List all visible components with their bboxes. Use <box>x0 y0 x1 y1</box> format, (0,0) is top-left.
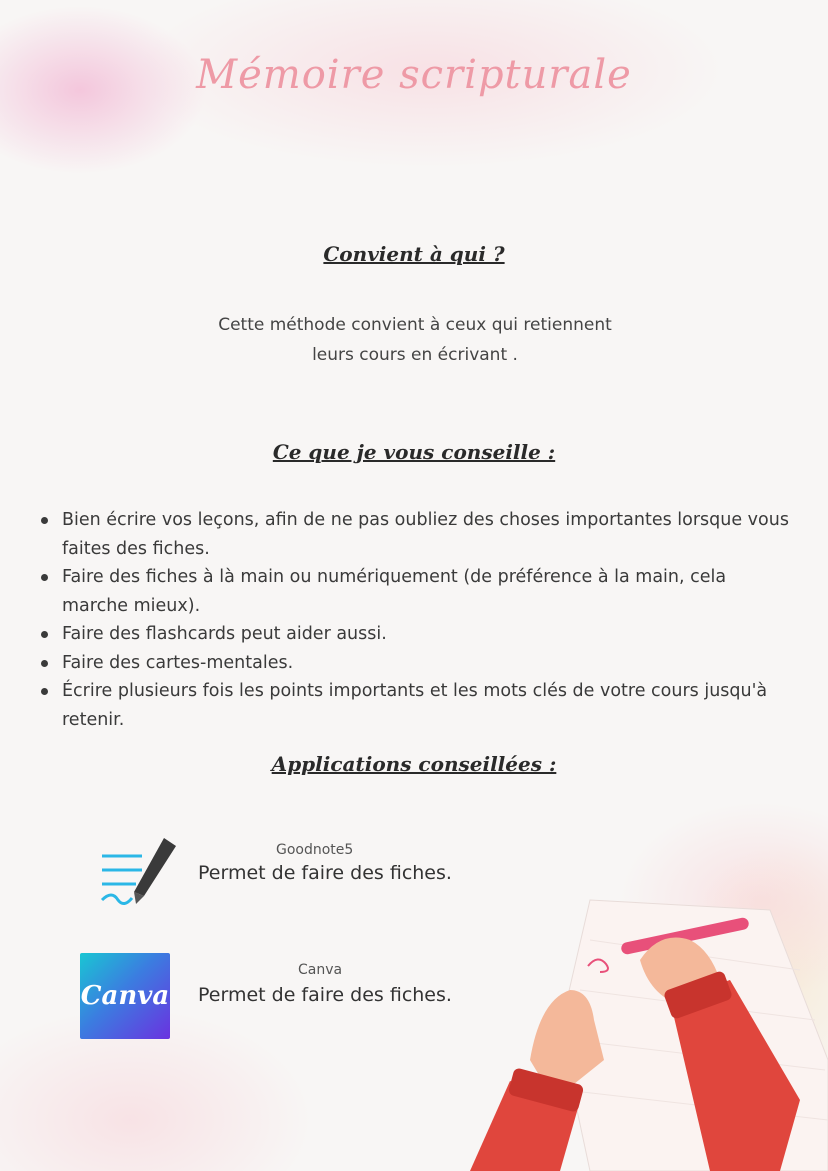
app-name-canva: Canva <box>298 962 343 978</box>
page-title: Mémoire scripturale <box>196 52 632 98</box>
heading-who: Convient à qui ? <box>323 242 505 266</box>
canva-logo <box>80 953 170 1039</box>
app-name-goodnotes: Goodnote5 <box>276 842 354 858</box>
intro-text <box>150 310 680 370</box>
list-item: Faire des cartes-mentales. <box>36 649 796 678</box>
advice-list <box>36 506 796 734</box>
heading-advice: Ce que je vous conseille : <box>272 440 556 464</box>
list-item: Bien écrire vos leçons, afin de ne pas oubliez des choses importantes lorsque vous faites des fiches. <box>36 506 796 563</box>
list-item: Faire des fiches à là main ou numériquement (de préférence à la main, cela marche mieux). <box>36 563 796 620</box>
app-desc-canva: Permet de faire des fiches. <box>198 984 452 1006</box>
heading-apps: Applications conseillées : <box>271 752 557 776</box>
list-item: Faire des flashcards peut aider aussi. <box>36 620 796 649</box>
list-item: Écrire plusieurs fois les points importants et les mots clés de votre cours jusqu'à retenir. <box>36 677 796 734</box>
intro-line-2: leurs cours en écrivant . <box>312 345 518 365</box>
app-desc-goodnotes: Permet de faire des fiches. <box>198 862 452 884</box>
canva-logo-text: Canva <box>80 981 170 1011</box>
goodnotes-pen-icon <box>96 834 182 912</box>
hand-writing-illustration <box>470 880 828 1171</box>
intro-line-1: Cette méthode convient à ceux qui retiennent <box>218 315 612 335</box>
